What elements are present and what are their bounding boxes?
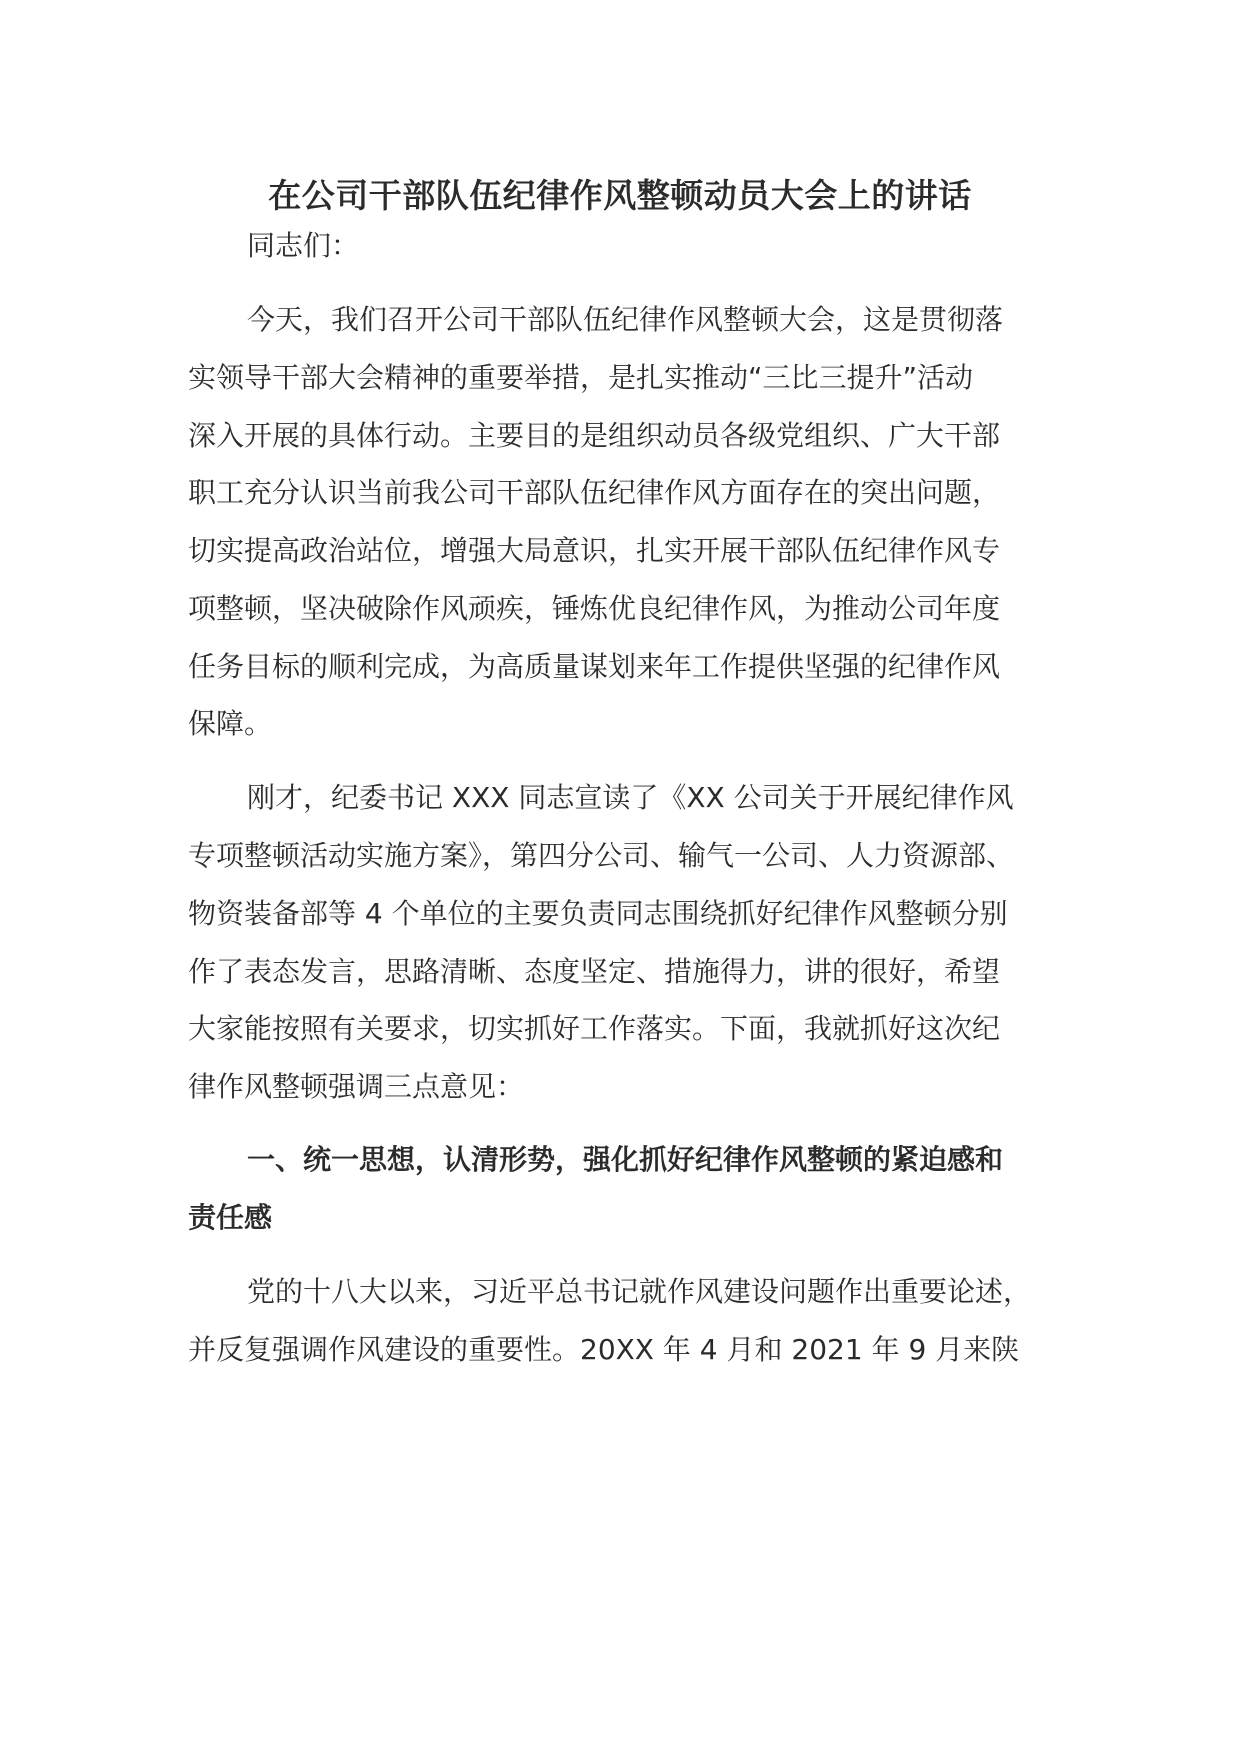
page-title: 在公司干部队伍纪律作风整顿动员大会上的讲话 bbox=[268, 176, 972, 215]
paragraph-line: 律作风整顿强调三点意见： bbox=[188, 1070, 525, 1103]
paragraph-line: 物资装备部等 4 个单位的主要负责同志围绕抓好纪律作风整顿分别 bbox=[188, 897, 1008, 930]
paragraph-line: 项整顿，坚决破除作风顽疾，锤炼优良纪律作风，为推动公司年度 bbox=[188, 592, 1001, 625]
paragraph-line: 专项整顿活动实施方案》，第四分公司、输气一公司、人力资源部、 bbox=[188, 839, 1015, 872]
paragraph-line: 深入开展的具体行动。主要目的是组织动员各级党组织、广大干部 bbox=[188, 419, 1001, 452]
salutation: 同志们： bbox=[247, 229, 360, 262]
paragraph-line: 刚才，纪委书记 XXX 同志宣读了《XX 公司关于开展纪律作风 bbox=[247, 781, 1014, 814]
paragraph-line: 并反复强调作风建设的重要性。20XX 年 4 月和 2021 年 9 月来陕 bbox=[188, 1333, 1020, 1366]
paragraph-line: 作了表态发言，思路清晰、态度坚定、措施得力，讲的很好，希望 bbox=[188, 955, 1001, 988]
paragraph-line: 党的十八大以来，习近平总书记就作风建设问题作出重要论述， bbox=[247, 1275, 1032, 1308]
section-heading: 责任感 bbox=[188, 1201, 273, 1234]
paragraph-line: 职工充分认识当前我公司干部队伍纪律作风方面存在的突出问题， bbox=[188, 476, 1001, 509]
paragraph-line: 今天，我们召开公司干部队伍纪律作风整顿大会，这是贯彻落 bbox=[247, 303, 1004, 336]
paragraph-line: 切实提高政治站位，增强大局意识，扎实开展干部队伍纪律作风专 bbox=[188, 534, 1001, 567]
paragraph-line: 大家能按照有关要求，切实抓好工作落实。下面，我就抓好这次纪 bbox=[188, 1012, 1001, 1045]
paragraph-line: 保障。 bbox=[188, 707, 273, 740]
section-heading: 一、统一思想，认清形势，强化抓好纪律作风整顿的紧迫感和 bbox=[247, 1143, 1004, 1176]
paragraph-line: 实领导干部大会精神的重要举措，是扎实推动“三比三提升”活动 bbox=[188, 361, 974, 394]
paragraph-line: 任务目标的顺利完成，为高质量谋划来年工作提供坚强的纪律作风 bbox=[188, 650, 1001, 683]
